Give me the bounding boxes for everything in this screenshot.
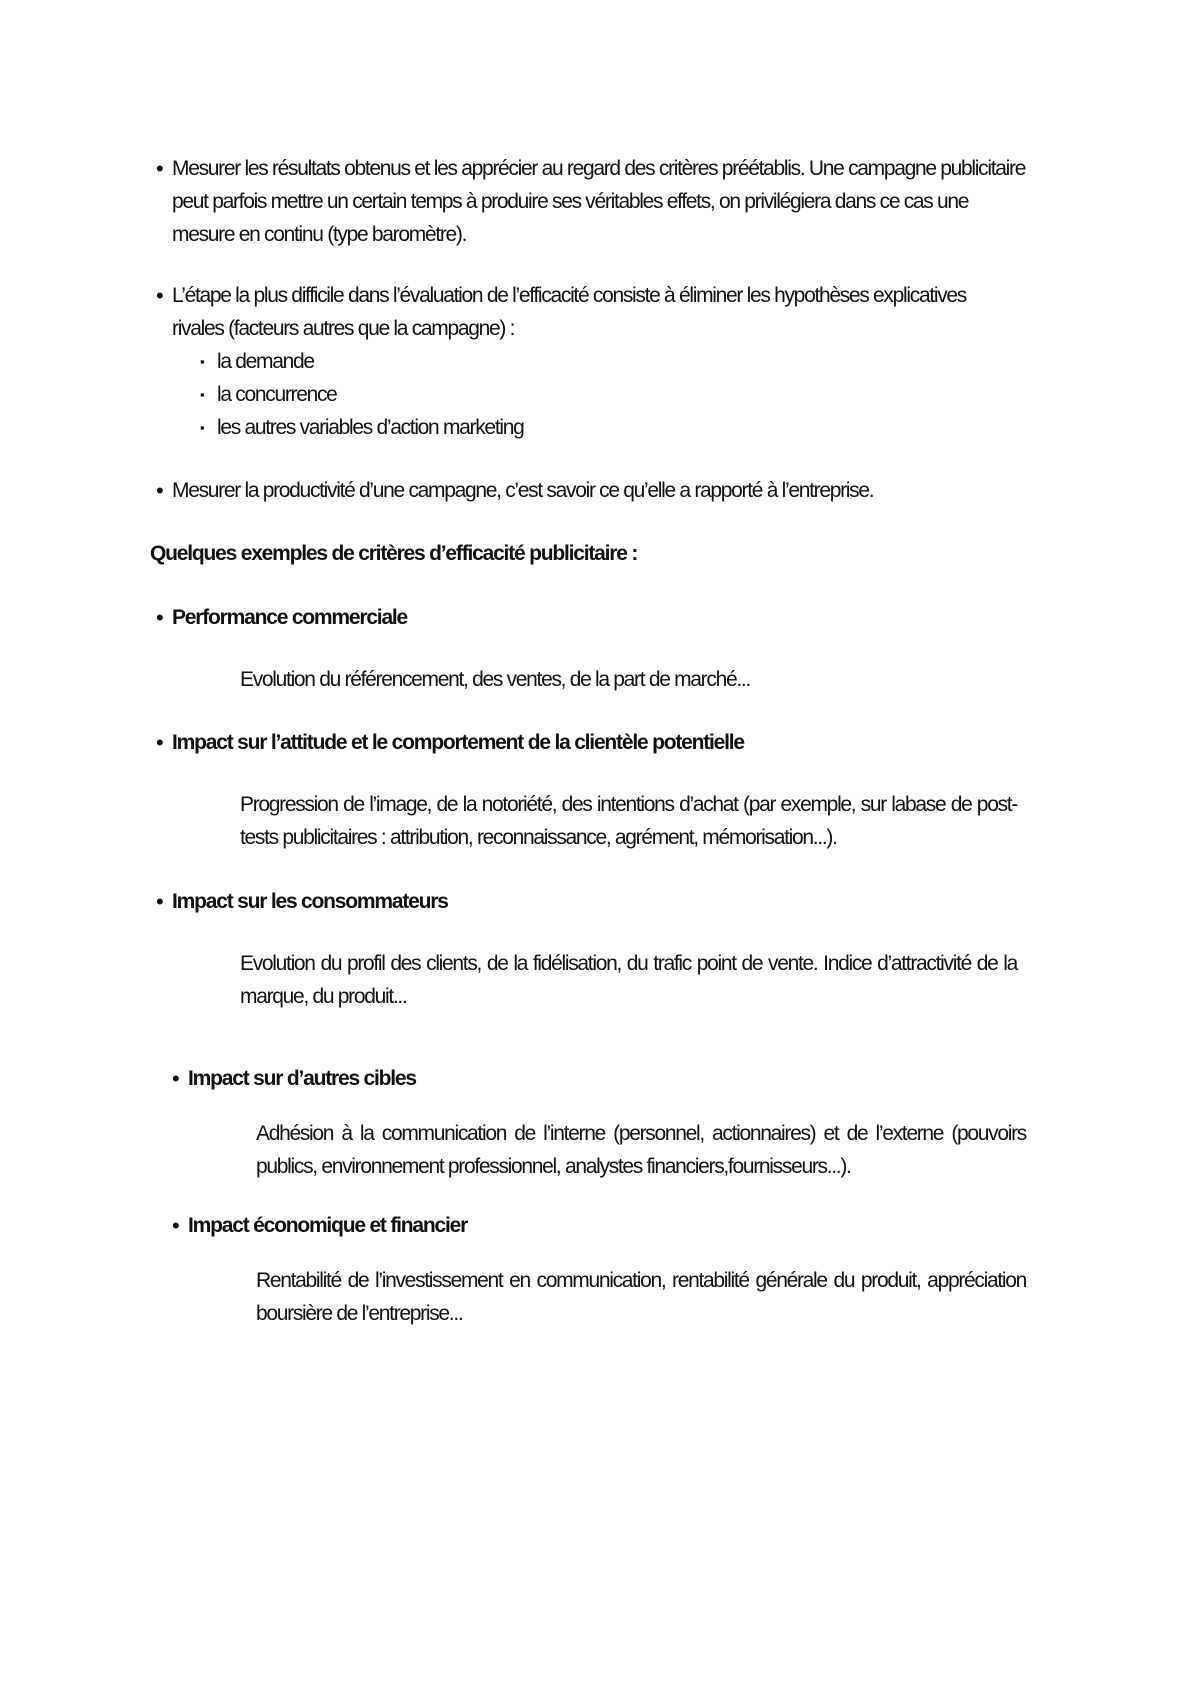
criterion-description: Adhésion à la communication de l’interne (personnel, actionnaires) et de l’externe (pouvoirs publics, environnement professionnel, analystes financiers,fournisseurs...). [256,1122,1026,1178]
bullet: • [156,478,164,503]
sub-bullet: ▪ [200,354,205,369]
bullet: • [156,156,164,181]
bullet: • [156,605,164,630]
bullet: • [156,730,164,755]
intro-item-3: Mesurer la productivité d’une campagne, c’est savoir ce qu’elle a rapporté à l’entreprise. [172,479,874,502]
criterion-description: Evolution du profil des clients, de la fidélisation, du trafic point de vente. Indice d’attractivité de la marque, du produit... [240,952,1017,1008]
criterion-description: Progression de l’image, de la notoriété, des intentions d’achat (par exemple, sur labase de post-tests publicitaires : attribution, reconnaissance, agrément, mémorisation...). [240,793,1017,849]
intro-sub-item: la demande [217,350,314,373]
criterion-title: Impact sur les consommateurs [172,890,448,913]
bullet: • [172,1213,180,1238]
bullet: • [172,1066,180,1091]
bullet: • [156,889,164,914]
criterion-title: Performance commerciale [172,606,408,629]
sub-bullet: ▪ [200,420,205,435]
intro-item-1: Mesurer les résultats obtenus et les apprécier au regard des critères préétablis. Une campagne publicitaire peut parfois mettre un certain temps à produire ses véritables effets, on privilégiera dans ce cas une mesure en continu (type baromètre). [172,157,1026,246]
intro-sub-item: la concurrence [217,383,337,406]
criterion-title: Impact économique et financier [188,1214,468,1237]
bullet: • [156,283,164,308]
criterion-title: Impact sur d’autres cibles [188,1067,416,1090]
intro-item-2: L’étape la plus difficile dans l’évaluation de l’efficacité consiste à éliminer les hypothèses explicatives rivales (facteurs autres que la campagne) : [172,284,966,340]
criterion-title: Impact sur l’attitude et le comportement de la clientèle potentielle [172,731,744,754]
section-heading: Quelques exemples de critères d’efficacité publicitaire : [150,542,638,565]
criterion-description: Evolution du référencement, des ventes, de la part de marché... [240,668,750,691]
intro-sub-item: les autres variables d’action marketing [217,416,524,439]
criterion-description: Rentabilité de l’investissement en communication, rentabilité générale du produit, appréciation boursière de l’entreprise... [256,1269,1026,1325]
sub-bullet: ▪ [200,387,205,402]
